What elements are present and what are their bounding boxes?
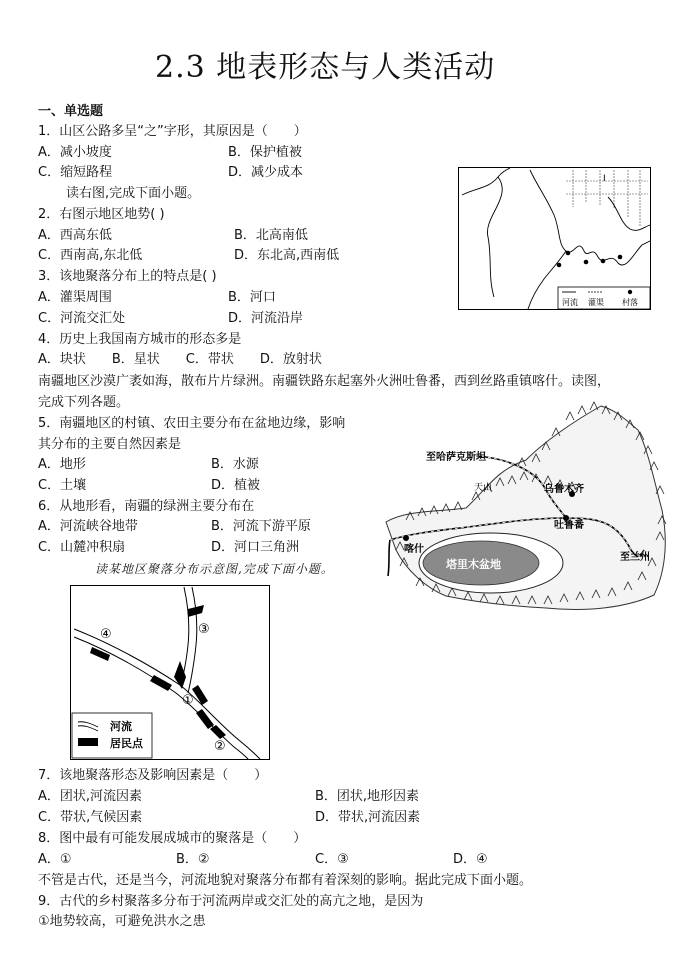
- q1-option-a: A．减小坡度: [38, 145, 112, 160]
- q6-option-a: A．河流峡谷地带: [38, 519, 138, 534]
- q5-option-c: C．土壤: [38, 478, 87, 493]
- q7-option-a: A．团状,河流因素: [38, 789, 143, 804]
- q7-stem: 7．该地聚落形态及影响因素是（ ）: [38, 768, 268, 783]
- marker-1: ①: [182, 693, 194, 708]
- label-urumqi: 乌鲁木齐: [544, 484, 584, 495]
- q5-stem-line1: 5．南疆地区的村镇、农田主要分布在盆地边缘，影响: [38, 416, 346, 431]
- q8-option-d: D．④: [453, 852, 488, 867]
- xinjiang-map: [376, 400, 676, 615]
- q8-option-c: C．③: [315, 852, 349, 867]
- q3-option-d: D．河流沿岸: [228, 311, 304, 326]
- section-heading: 一、单选题: [38, 104, 104, 119]
- q4-stem: 4．历史上我国南方城市的形态多是: [38, 332, 242, 347]
- q2-option-b: B．北高南低: [234, 228, 308, 243]
- q5-stem-line2: 其分布的主要自然因素是: [38, 437, 182, 452]
- marker-2: ②: [214, 739, 226, 754]
- group3-intro: 不管是古代，还是当今，河流地貌对聚落分布都有着深刻的影响。据此完成下面小题。: [38, 873, 533, 888]
- label-kazakhstan: 至哈萨克斯坦: [426, 452, 486, 463]
- q2-option-d: D．东北高,西南低: [234, 248, 340, 263]
- map-marker-label: I: [603, 174, 606, 184]
- q2-option-c: C．西南高,东北低: [38, 248, 143, 263]
- page-title: 2.3 地表形态与人类活动: [155, 50, 496, 85]
- group1-intro: 读右图,完成下面小题。: [66, 186, 201, 201]
- river-village-map: [458, 167, 651, 310]
- q3-option-b: B．河口: [228, 290, 276, 305]
- q6-option-c: C．山麓冲积扇: [38, 540, 126, 555]
- settlement-map: [70, 585, 270, 760]
- q6-option-b: B．河流下游平原: [211, 519, 311, 534]
- q1-stem: 1．山区公路多呈“之”字形，其原因是（ ）: [38, 124, 307, 139]
- q6-stem: 6．从地形看，南疆的绿洲主要分布在: [38, 499, 255, 514]
- label-tianshan: 天山: [474, 483, 493, 493]
- q8-option-b: B．②: [176, 852, 210, 867]
- q5-option-d: D．植被: [211, 478, 261, 493]
- river-map-legend: [558, 287, 650, 309]
- q8-stem: 8．图中最有可能发展成城市的聚落是（ ）: [38, 831, 307, 846]
- q6-option-d: D．河口三角洲: [211, 540, 300, 555]
- q8-option-a: A．①: [38, 852, 72, 867]
- q2-option-a: A．西高东低: [38, 228, 112, 243]
- q9-stem: 9．古代的乡村聚落多分布于河流两岸或交汇处的高亢之地，是因为: [38, 894, 424, 909]
- q7-option-b: B．团状,地形因素: [315, 789, 420, 804]
- q1-option-c: C．缩短路程: [38, 165, 113, 180]
- settlement-legend: [72, 713, 152, 758]
- q5-option-b: B．水源: [211, 457, 259, 472]
- label-kashgar: 喀什: [404, 544, 424, 555]
- q2-stem: 2．右图示地区地势( ): [38, 207, 165, 222]
- city-kashgar: [403, 535, 409, 541]
- legend-canal-label: 灌渠: [588, 298, 604, 307]
- q1-option-b: B．保护植被: [228, 145, 302, 160]
- legend-residence-text: 居民点: [110, 737, 143, 750]
- label-turpan: 吐鲁番: [554, 520, 584, 531]
- legend-river-text: 河流: [110, 720, 132, 733]
- marker-3: ③: [198, 622, 210, 637]
- legend-river-label: 河流: [562, 298, 578, 307]
- q4-options: A．块状 B．星状 C．带状 D．放射状: [38, 352, 322, 367]
- passage-xinjiang-line1: 南疆地区沙漠广袤如海，散布片片绿洲。南疆铁路东起塞外火洲吐鲁番，西到丝路重镇喀什。读图，: [38, 374, 611, 389]
- group2-intro: 读某地区聚落分布示意图,完成下面小题。: [95, 562, 334, 576]
- q3-stem: 3．该地聚落分布上的特点是( ): [38, 269, 217, 284]
- legend-village-label: 村落: [622, 298, 638, 307]
- q7-option-c: C．带状,气候因素: [38, 810, 143, 825]
- q9-option-1: ①地势较高，可避免洪水之患: [38, 914, 206, 929]
- label-tarim: 塔里木盆地: [446, 558, 501, 571]
- marker-4: ④: [100, 627, 112, 642]
- q7-option-d: D．带状,河流因素: [315, 810, 421, 825]
- q5-option-a: A．地形: [38, 457, 86, 472]
- passage-xinjiang-line2: 完成下列各题。: [38, 395, 130, 410]
- label-lanzhou: 至兰州: [620, 552, 650, 563]
- q1-option-d: D．减少成本: [228, 165, 304, 180]
- q3-option-a: A．灌渠周围: [38, 290, 112, 305]
- q3-option-c: C．河流交汇处: [38, 311, 126, 326]
